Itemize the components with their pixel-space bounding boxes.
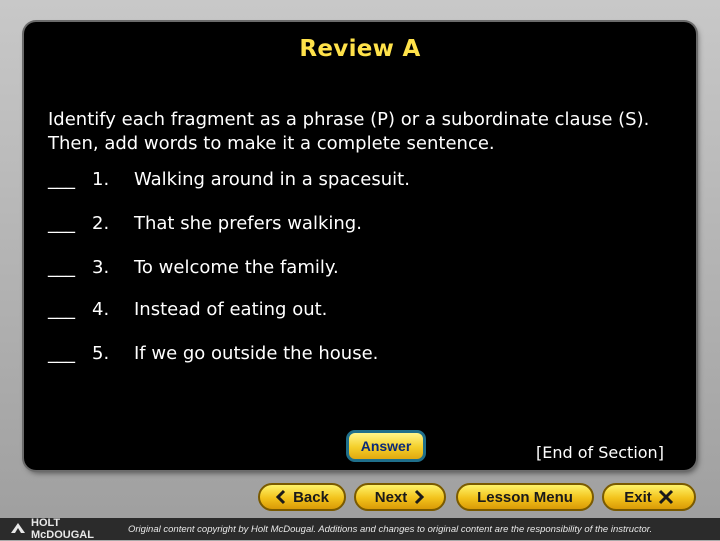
slide-title: Review A [299, 36, 421, 62]
close-x-icon [658, 489, 674, 505]
answer-button[interactable]: Answer [346, 430, 426, 462]
item-number: 4. [92, 299, 110, 320]
list-item [48, 168, 410, 192]
fragment-text: That she prefers walking. [134, 213, 362, 234]
fragment-text: If we go outside the house. [134, 343, 379, 364]
instructions-text [48, 108, 678, 156]
copyright-text: Original content copyright by Holt McDougal. Additions and changes to original content are the responsibility of the instructor. [128, 523, 653, 535]
next-button[interactable] [354, 483, 446, 511]
exit-label: Exit [624, 488, 652, 506]
answer-blank: ___ [48, 299, 75, 320]
next-label: Next [374, 488, 408, 506]
back-label: Back [293, 488, 329, 506]
item-number: 5. [92, 343, 110, 364]
answer-blank: ___ [48, 213, 75, 234]
end-of-section-link[interactable]: [End of Section] [536, 443, 664, 462]
exit-button[interactable] [602, 483, 696, 511]
item-number: 1. [92, 169, 110, 190]
answer-blank: ___ [48, 257, 75, 278]
lesson-menu-label: Lesson Menu [477, 488, 573, 506]
holt-logo-icon [10, 522, 26, 537]
item-number: 3. [92, 257, 110, 278]
instructions-content: Identify each fragment as a phrase (P) or a subordinate clause (S). Then, add words to make it a complete sentence. [48, 109, 650, 154]
back-button[interactable] [258, 483, 346, 511]
answer-blank: ___ [48, 169, 75, 190]
fragment-text: To welcome the family. [134, 257, 339, 278]
list-item [48, 298, 327, 322]
list-item [48, 212, 362, 236]
fragment-text: Walking around in a spacesuit. [134, 169, 410, 190]
logo-text: HOLT McDOUGAL [31, 517, 94, 541]
footer-bar [0, 518, 720, 540]
fragment-text: Instead of eating out. [134, 299, 328, 320]
list-item [48, 256, 339, 280]
lesson-menu-button[interactable] [456, 483, 594, 511]
holt-logo [10, 517, 122, 541]
chevron-left-icon [275, 489, 287, 505]
chevron-right-icon [413, 489, 425, 505]
list-item [48, 342, 378, 366]
answer-blank: ___ [48, 343, 75, 364]
content-panel [24, 22, 696, 470]
item-number: 2. [92, 213, 110, 234]
